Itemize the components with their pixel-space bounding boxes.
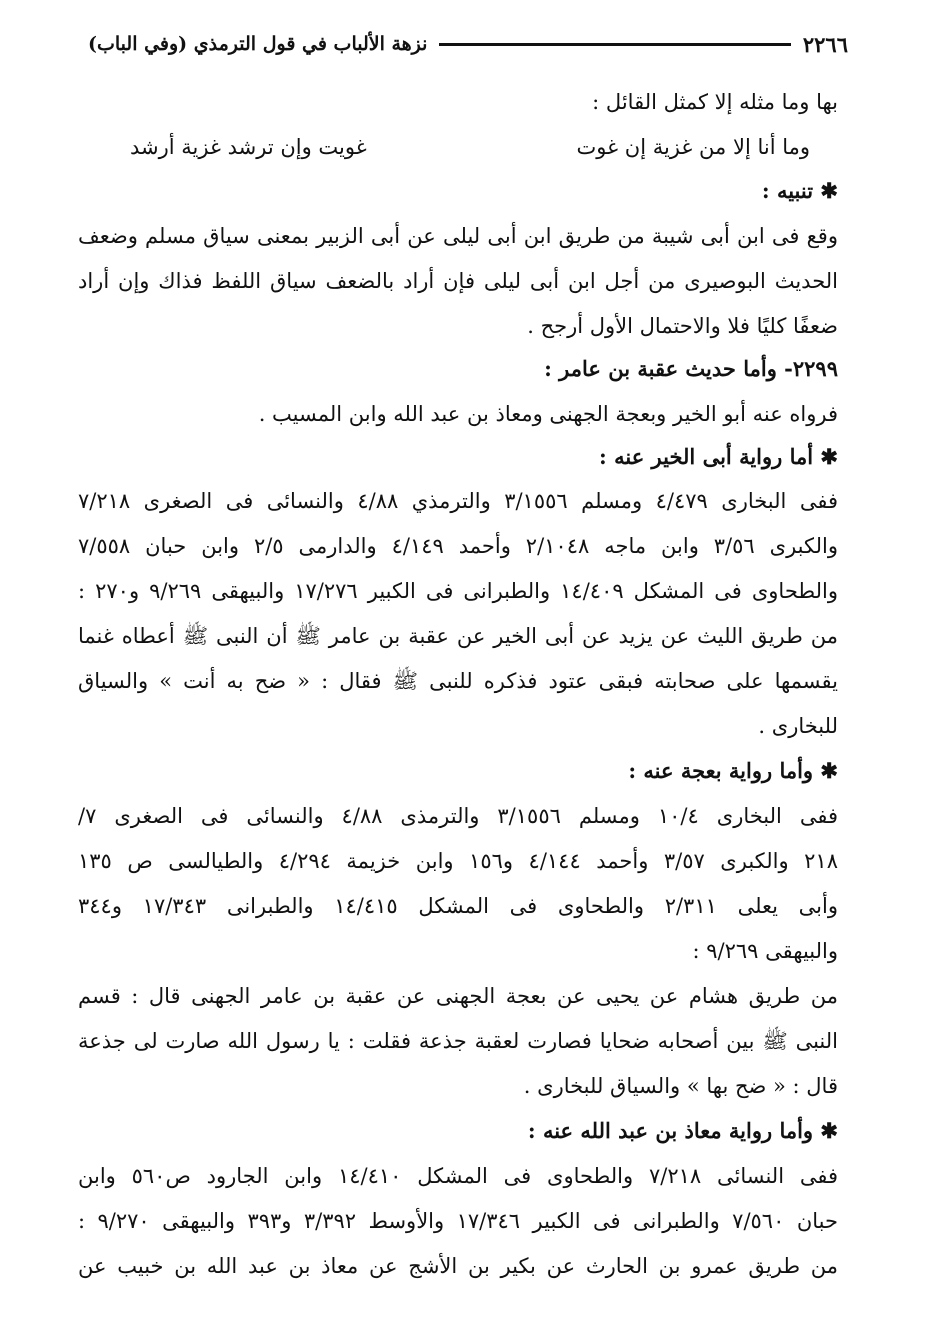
asterisk-icon: ✱ — [813, 758, 838, 783]
section-line: من طريق عمرو بن الحارث عن بكير بن الأشج عن معاذ بن عبد الله بن خبيب عن — [78, 1254, 838, 1278]
section-line: والطحاوى فى المشكل ١٤/٤٠٩ والطبرانى فى الكبير ١٧/٢٧٦ والبيهقى ٩/٢٦٩ و٢٧٠ : — [78, 579, 838, 603]
section-line: والكبرى ٣/٥٦ وابن ماجه ٢/١٠٤٨ وأحمد ٤/١٤٩ والدارمى ٢/٥ وابن حبان ٧/٥٥٨ — [78, 534, 838, 558]
section-line: حبان ٧/٥٦٠ والطبرانى فى الكبير ١٧/٣٤٦ والأوسط ٣/٣٩٢ و٣٩٣ والبيهقى ٩/٢٧٠ : — [78, 1209, 838, 1233]
asterisk-icon: ✱ — [813, 444, 838, 469]
section-line: ففى البخارى ٤/٤٧٩ ومسلم ٣/١٥٥٦ والترمذي ٤/٨٨ والنسائى فى الصغرى ٧/٢١٨ — [78, 489, 838, 513]
poem-first-hemistich: وما أنا إلا من غزية إن غوت — [576, 135, 810, 159]
note-line: ضعفًا كليًا فلا والاحتمال الأول أرجح . — [527, 314, 838, 338]
section-heading-baaja: ✱ وأما رواية بعجة عنه : — [628, 758, 838, 783]
poem-verse — [130, 127, 810, 167]
section-line: من طريق هشام عن يحيى عن بعجة الجهنى عن عقبة بن عامر الجهنى قال : قسم — [78, 984, 838, 1008]
asterisk-icon: ✱ — [813, 1118, 838, 1143]
narrators-line: فرواه عنه أبو الخير وبعجة الجهنى ومعاذ بن عبد الله وابن المسيب . — [258, 402, 838, 426]
header-rule — [439, 43, 790, 46]
page-header — [88, 28, 848, 60]
section-line: ٢١٨ والكبرى ٣/٥٧ وأحمد ٤/١٤٤ و١٥٦ وابن خزيمة ٤/٢٩٤ والطيالسى ص ١٣٥ — [78, 849, 838, 873]
section-line: يقسمها على صحابته فبقى عتود فذكره للنبى ﷺ فقال : « ضح به أنت » والسياق — [78, 669, 838, 693]
section-line: ففى البخارى ١٠/٤ ومسلم ٣/١٥٥٦ والترمذى ٤/٨٨ والنسائى فى الصغرى ٧/ — [78, 804, 838, 828]
section-line: من طريق الليث عن يزيد عن أبى الخير عن عقبة بن عامر ﷺ أن النبى ﷺ أعطاه غنما — [78, 624, 838, 648]
section-line: النبى ﷺ بين أصحابه ضحايا فصارت لعقبة جذعة فقلت : يا رسول الله صارت لى جذعة — [78, 1029, 838, 1053]
section-heading-muadh: ✱ وأما رواية معاذ بن عبد الله عنه : — [527, 1118, 838, 1143]
intro-line: بها وما مثله إلا كمثل القائل : — [592, 90, 838, 114]
note-line: الحديث البوصيرى من أجل ابن أبى ليلى فإن أراد بالضعف سياق اللفظ فذاك وإن أراد — [78, 269, 838, 293]
section-line: ففى النسائى ٧/٢١٨ والطحاوى فى المشكل ١٤/٤١٠ وابن الجارود ص٥٦٠ وابن — [78, 1164, 838, 1188]
poem-second-hemistich: غويت وإن ترشد غزية أرشد — [130, 135, 367, 159]
hadith-heading: ٢٢٩٩- وأما حديث عقبة بن عامر : — [544, 356, 838, 381]
section-line: والبيهقى ٩/٢٦٩ : — [692, 939, 838, 963]
section-line: قال : « ضح بها » والسياق للبخارى . — [523, 1074, 838, 1098]
asterisk-icon: ✱ — [813, 178, 838, 203]
section-line: للبخارى . — [758, 714, 838, 738]
page-number: ٢٢٦٦ — [802, 31, 848, 57]
section-line: وأبى يعلى ٢/٣١١ والطحاوى فى المشكل ١٤/٤١٥ والطبرانى ١٧/٣٤٣ و٣٤٤ — [78, 894, 838, 918]
note-line: وقع فى ابن أبى شيبة من طريق ابن أبى ليلى عن أبى الزبير بمعنى سياق مسلم وضعف — [78, 224, 838, 248]
section-heading-abu-al-khayr: ✱ أما رواية أبى الخير عنه : — [599, 444, 838, 469]
note-heading: ✱ تنبيه : — [761, 178, 838, 203]
running-title: نزهة الألباب في قول الترمذي (وفي الباب) — [88, 33, 428, 55]
